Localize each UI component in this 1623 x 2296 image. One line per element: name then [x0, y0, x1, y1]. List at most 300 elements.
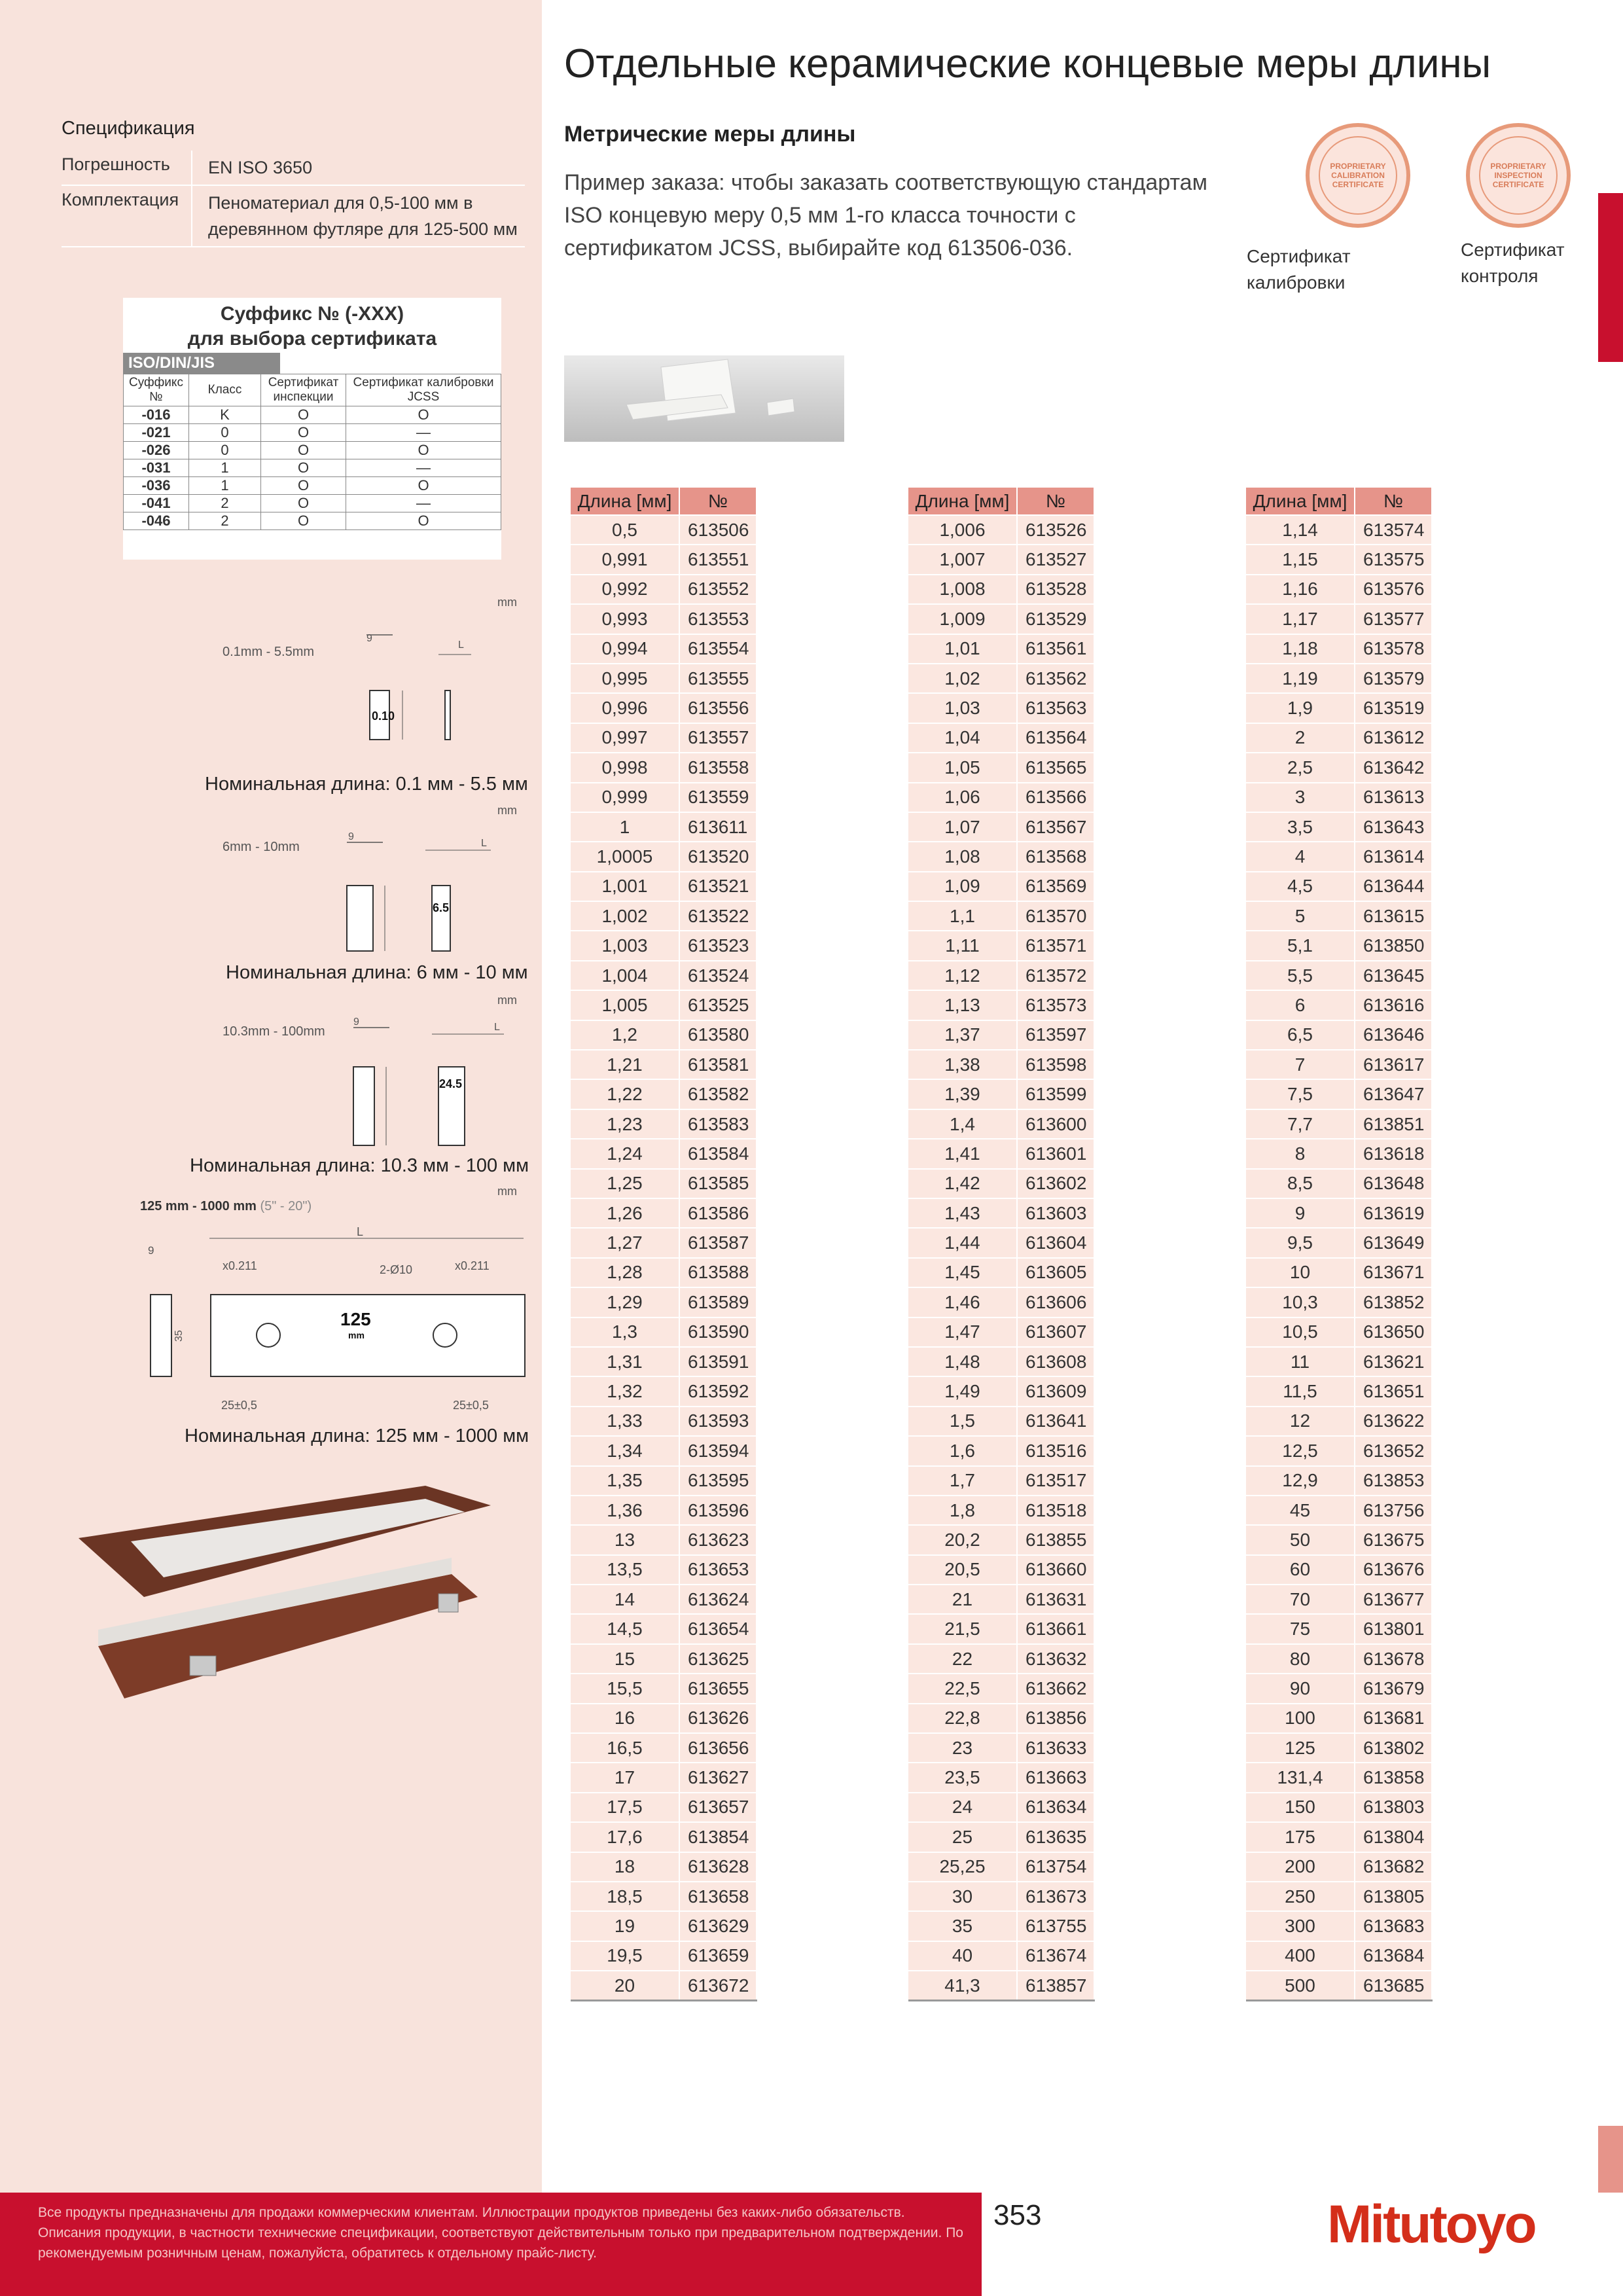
length-cell: 0,991 — [571, 545, 679, 574]
spec-title: Спецификация — [62, 118, 195, 139]
length-cell: 6 — [1246, 990, 1355, 1020]
drawing-range — [140, 1199, 312, 1214]
table-row — [908, 1941, 1094, 1971]
gauge-mark-2: 6.5 — [433, 901, 450, 914]
table-row — [908, 990, 1094, 1020]
length-cell: 2,5 — [1246, 753, 1355, 782]
length-cell: 20 — [571, 1971, 679, 2000]
table-row — [908, 1733, 1094, 1763]
table-row — [908, 812, 1094, 842]
length-cell: 25,25 — [908, 1852, 1017, 1882]
length-cell: 1,48 — [908, 1347, 1017, 1376]
table-row — [908, 634, 1094, 664]
code-cell: 613756 — [1355, 1496, 1432, 1525]
calibration-stamp: PROPRIETARY CALIBRATION CERTIFICATE — [1306, 123, 1410, 228]
length-cell: 16 — [571, 1704, 679, 1733]
suffix-cell: O — [261, 442, 346, 459]
length-cell: 7,5 — [1246, 1079, 1355, 1109]
suffix-header: Класс — [189, 374, 261, 406]
length-cell: 17,5 — [571, 1793, 679, 1822]
table-row — [1246, 1376, 1432, 1406]
code-cell: 613563 — [1017, 693, 1094, 723]
code-cell: 613593 — [679, 1407, 757, 1436]
code-cell: 613523 — [679, 931, 757, 960]
code-cell: 613656 — [679, 1733, 757, 1763]
table-row — [1246, 545, 1432, 574]
table-row — [908, 1882, 1094, 1911]
length-cell: 1,24 — [571, 1139, 679, 1168]
length-cell: 1,46 — [908, 1287, 1017, 1317]
table-row — [1246, 515, 1432, 545]
length-cell: 12,5 — [1246, 1436, 1355, 1465]
svg-text:2-Ø10: 2-Ø10 — [380, 1263, 413, 1276]
table-row — [1246, 1079, 1432, 1109]
code-cell: 613629 — [679, 1911, 757, 1941]
code-cell: 613519 — [1355, 693, 1432, 723]
table-row — [1246, 1911, 1432, 1941]
length-cell: 13 — [571, 1525, 679, 1554]
length-cell: 1,09 — [908, 872, 1017, 901]
table-row — [571, 1466, 757, 1496]
length-cell: 0,993 — [571, 604, 679, 634]
table-row — [571, 1674, 757, 1703]
length-cell: 150 — [1246, 1793, 1355, 1822]
code-cell: 613683 — [1355, 1911, 1432, 1941]
table-row — [571, 1793, 757, 1822]
code-cell: 613616 — [1355, 990, 1432, 1020]
code-cell: 613572 — [1017, 961, 1094, 990]
table-row — [908, 1763, 1094, 1792]
table-row — [1246, 1466, 1432, 1496]
table-row — [571, 1614, 757, 1643]
table-row — [571, 1496, 757, 1525]
table-row — [571, 1704, 757, 1733]
code-cell: 613651 — [1355, 1376, 1432, 1406]
code-cell: 613586 — [679, 1198, 757, 1228]
suffix-cell: — — [346, 459, 501, 477]
table-row — [1246, 1496, 1432, 1525]
table-row — [908, 1139, 1094, 1168]
length-cell: 1,8 — [908, 1496, 1017, 1525]
code-cell: 613580 — [679, 1020, 757, 1050]
table-row — [908, 1318, 1094, 1347]
table-row — [908, 1852, 1094, 1882]
length-cell: 1,4 — [908, 1109, 1017, 1139]
length-cell: 22,8 — [908, 1704, 1017, 1733]
code-cell: 613657 — [679, 1793, 757, 1822]
code-cell: 613555 — [679, 664, 757, 693]
gauge-mark-1: 0.10 — [372, 709, 395, 723]
table-row — [571, 1585, 757, 1614]
table-row — [571, 1555, 757, 1585]
table-row — [908, 901, 1094, 931]
length-cell: 2 — [1246, 723, 1355, 753]
code-cell: 613621 — [1355, 1347, 1432, 1376]
suffix-header: Сертификат калибровки JCSS — [346, 374, 501, 406]
length-cell: 1,002 — [571, 901, 679, 931]
svg-text:L: L — [458, 639, 464, 651]
table-row — [1246, 1644, 1432, 1674]
table-row — [908, 931, 1094, 960]
length-cell: 1,35 — [571, 1466, 679, 1496]
suffix-cell: -036 — [124, 477, 189, 495]
table-row — [908, 723, 1094, 753]
suffix-title-2: для выбора сертификата — [187, 328, 437, 350]
table-row — [908, 1258, 1094, 1287]
length-cell: 30 — [908, 1882, 1017, 1911]
table-row — [1246, 1169, 1432, 1198]
code-cell: 613679 — [1355, 1674, 1432, 1703]
inspection-certificate-label: Сертификат контроля — [1461, 240, 1565, 286]
table-row — [1246, 1258, 1432, 1287]
table-row — [1246, 1555, 1432, 1585]
gauge-mark-4: 125 — [340, 1309, 371, 1329]
suffix-cell: 2 — [189, 512, 261, 530]
table-row — [571, 1287, 757, 1317]
spec-key: Комплектация — [62, 186, 192, 246]
table-row — [571, 901, 757, 931]
table-row — [571, 842, 757, 871]
code-cell: 613803 — [1355, 1793, 1432, 1822]
table-row — [1246, 1704, 1432, 1733]
code-cell: 613574 — [1355, 515, 1432, 545]
suffix-row — [124, 512, 501, 530]
spec-table — [62, 151, 525, 247]
length-cell: 1,003 — [571, 931, 679, 960]
length-cell: 22,5 — [908, 1674, 1017, 1703]
suffix-cell: — — [346, 424, 501, 442]
code-cell: 613852 — [1355, 1287, 1432, 1317]
length-cell: 1,41 — [908, 1139, 1017, 1168]
table-row — [908, 545, 1094, 574]
suffix-row — [124, 459, 501, 477]
code-cell: 613642 — [1355, 753, 1432, 782]
code-cell: 613573 — [1017, 990, 1094, 1020]
length-cell: 0,5 — [571, 515, 679, 545]
table-row — [1246, 812, 1432, 842]
length-cell: 22 — [908, 1644, 1017, 1674]
table-row — [1246, 990, 1432, 1020]
length-cell: 1,001 — [571, 872, 679, 901]
length-cell: 8,5 — [1246, 1169, 1355, 1198]
code-cell: 613858 — [1355, 1763, 1432, 1792]
suffix-row — [124, 406, 501, 424]
length-cell: 1,08 — [908, 842, 1017, 871]
table-row — [571, 1644, 757, 1674]
code-cell: 613554 — [679, 634, 757, 664]
code-cell: 613857 — [1017, 1971, 1094, 2000]
gauge-drawing-3 — [340, 1014, 510, 1152]
col-header-length: Длина [мм] — [1246, 488, 1355, 515]
length-cell: 11 — [1246, 1347, 1355, 1376]
table-row — [908, 1347, 1094, 1376]
code-cell: 613652 — [1355, 1436, 1432, 1465]
table-row — [1246, 1941, 1432, 1971]
spec-value: Пеноматериал для 0,5-100 мм в деревянном футляре для 125-500 мм — [208, 193, 518, 239]
length-cell: 1,6 — [908, 1436, 1017, 1465]
code-cell: 613518 — [1017, 1496, 1094, 1525]
suffix-cell: -016 — [124, 406, 189, 424]
suffix-cell: -031 — [124, 459, 189, 477]
suffix-cell: O — [261, 459, 346, 477]
gauge-mark-3: 24.5 — [439, 1077, 463, 1090]
code-cell: 613755 — [1017, 1911, 1094, 1941]
code-cell: 613801 — [1355, 1614, 1432, 1643]
code-cell: 613585 — [679, 1169, 757, 1198]
suffix-cell: 1 — [189, 477, 261, 495]
table-row — [571, 1852, 757, 1882]
code-cell: 613562 — [1017, 664, 1094, 693]
code-cell: 613529 — [1017, 604, 1094, 634]
code-cell: 613627 — [679, 1763, 757, 1792]
table-row — [908, 693, 1094, 723]
table-row — [571, 1407, 757, 1436]
code-cell: 613634 — [1017, 1793, 1094, 1822]
nominal-length-2: Номинальная длина: 6 мм - 10 мм — [226, 962, 528, 983]
length-cell: 14,5 — [571, 1614, 679, 1643]
code-cell: 613659 — [679, 1941, 757, 1971]
spec-row — [62, 151, 525, 186]
table-row — [908, 664, 1094, 693]
code-cell: 613647 — [1355, 1079, 1432, 1109]
length-cell: 0,995 — [571, 664, 679, 693]
disclaimer-line: Все продукты предназначены для продажи коммерческим клиентам. Иллюстрации продуктов приведены без каких-либо обязательств. — [38, 2205, 905, 2220]
code-cell: 613603 — [1017, 1198, 1094, 1228]
code-cell: 613643 — [1355, 812, 1432, 842]
table-row — [908, 1376, 1094, 1406]
code-cell: 613561 — [1017, 634, 1094, 664]
length-cell: 300 — [1246, 1911, 1355, 1941]
svg-text:9: 9 — [148, 1244, 154, 1257]
gauge-table-1 — [571, 488, 757, 2001]
code-cell: 613754 — [1017, 1852, 1094, 1882]
length-cell: 1,0005 — [571, 842, 679, 871]
table-row — [571, 1525, 757, 1554]
table-row — [1246, 901, 1432, 931]
code-cell: 613576 — [1355, 575, 1432, 604]
table-row — [1246, 1198, 1432, 1228]
inspection-stamp: PROPRIETARY INSPECTION CERTIFICATE — [1466, 123, 1571, 228]
suffix-cell: -041 — [124, 495, 189, 512]
code-cell: 613517 — [1017, 1466, 1094, 1496]
length-cell: 35 — [908, 1911, 1017, 1941]
table-row — [571, 1376, 757, 1406]
code-cell: 613598 — [1017, 1050, 1094, 1079]
table-row — [571, 1198, 757, 1228]
length-cell: 70 — [1246, 1585, 1355, 1614]
length-cell: 1,17 — [1246, 604, 1355, 634]
code-cell: 613591 — [679, 1347, 757, 1376]
suffix-cell: 0 — [189, 424, 261, 442]
length-cell: 1,13 — [908, 990, 1017, 1020]
table-row — [571, 1347, 757, 1376]
code-cell: 613854 — [679, 1822, 757, 1852]
code-cell: 613649 — [1355, 1228, 1432, 1257]
disclaimer-line: рекомендуемым розничным ценам, пожалуйста, обратитесь к отдельному прайс-листу. — [38, 2246, 597, 2261]
code-cell: 613592 — [679, 1376, 757, 1406]
table-row — [571, 575, 757, 604]
code-cell: 613521 — [679, 872, 757, 901]
length-cell: 75 — [1246, 1614, 1355, 1643]
table-row — [908, 1020, 1094, 1050]
table-row — [1246, 1763, 1432, 1792]
code-cell: 613677 — [1355, 1585, 1432, 1614]
length-cell: 17 — [571, 1763, 679, 1792]
table-row — [1246, 872, 1432, 901]
length-cell: 1,004 — [571, 961, 679, 990]
length-cell: 20,5 — [908, 1555, 1017, 1585]
suffix-row — [124, 442, 501, 459]
table-row — [571, 723, 757, 753]
length-cell: 1,19 — [1246, 664, 1355, 693]
table-row — [571, 664, 757, 693]
col-header-number: № — [679, 488, 757, 515]
code-cell: 613583 — [679, 1109, 757, 1139]
table-row — [571, 634, 757, 664]
code-cell: 613650 — [1355, 1318, 1432, 1347]
length-cell: 21 — [908, 1585, 1017, 1614]
code-cell: 613559 — [679, 783, 757, 812]
code-cell: 613850 — [1355, 931, 1432, 960]
code-cell: 613556 — [679, 693, 757, 723]
length-cell: 1,47 — [908, 1318, 1017, 1347]
code-cell: 613578 — [1355, 634, 1432, 664]
length-cell: 13,5 — [571, 1555, 679, 1585]
table-row — [908, 1585, 1094, 1614]
col-header-number: № — [1017, 488, 1094, 515]
length-cell: 1,36 — [571, 1496, 679, 1525]
disclaimer-line: Описания продукции, в частности технические спецификации, соответствуют действительным только при предварительном подтверждении. По — [38, 2225, 963, 2240]
length-cell: 1,29 — [571, 1287, 679, 1317]
table-row — [1246, 1139, 1432, 1168]
table-row — [1246, 723, 1432, 753]
table-row — [1246, 1287, 1432, 1317]
spec-key: Погрешность — [62, 151, 192, 185]
wooden-case-image — [72, 1482, 491, 1718]
code-cell: 613597 — [1017, 1020, 1094, 1050]
suffix-cell: 0 — [189, 442, 261, 459]
code-cell: 613553 — [679, 604, 757, 634]
table-row — [908, 1822, 1094, 1852]
table-row — [1246, 664, 1432, 693]
length-cell: 6,5 — [1246, 1020, 1355, 1050]
svg-text:25±0,5: 25±0,5 — [453, 1399, 489, 1412]
table-row — [571, 1882, 757, 1911]
length-cell: 15 — [571, 1644, 679, 1674]
code-cell: 613645 — [1355, 961, 1432, 990]
table-row — [571, 872, 757, 901]
code-cell: 613654 — [679, 1614, 757, 1643]
length-cell: 1,45 — [908, 1258, 1017, 1287]
code-cell: 613581 — [679, 1050, 757, 1079]
length-cell: 1,05 — [908, 753, 1017, 782]
length-cell: 1,5 — [908, 1407, 1017, 1436]
table-row — [571, 1079, 757, 1109]
length-cell: 1,04 — [908, 723, 1017, 753]
table-row — [908, 515, 1094, 545]
suffix-header: Суффикс № — [124, 374, 189, 406]
nominal-length-1: Номинальная длина: 0.1 мм - 5.5 мм — [205, 774, 528, 795]
code-cell: 613685 — [1355, 1971, 1432, 2000]
table-row — [1246, 961, 1432, 990]
order-example: Пример заказа: чтобы заказать соответствующую стандартам ISO концевую меру 0,5 мм 1-го класса точности с сертификатом JCSS, выбирайте код 613506-036. — [564, 170, 1207, 260]
table-row — [571, 604, 757, 634]
code-cell: 613564 — [1017, 723, 1094, 753]
code-cell: 613851 — [1355, 1109, 1432, 1139]
length-cell: 19,5 — [571, 1941, 679, 1971]
table-row — [571, 783, 757, 812]
code-cell: 613675 — [1355, 1525, 1432, 1554]
table-row — [571, 1318, 757, 1347]
code-cell: 613661 — [1017, 1614, 1094, 1643]
col-header-length: Длина [мм] — [571, 488, 679, 515]
gauge-drawing-1 — [340, 628, 471, 779]
suffix-cell: -046 — [124, 512, 189, 530]
length-cell: 1,14 — [1246, 515, 1355, 545]
code-cell: 613579 — [1355, 664, 1432, 693]
code-cell: 613615 — [1355, 901, 1432, 931]
length-cell: 400 — [1246, 1941, 1355, 1971]
length-cell: 7 — [1246, 1050, 1355, 1079]
table-row — [908, 1525, 1094, 1554]
table-row — [1246, 634, 1432, 664]
code-cell: 613676 — [1355, 1555, 1432, 1585]
code-cell: 613617 — [1355, 1050, 1432, 1079]
table-row — [1246, 1436, 1432, 1465]
suffix-header: Сертификат инспекции — [261, 374, 346, 406]
code-cell: 613633 — [1017, 1733, 1094, 1763]
mitutoyo-logo: Mitutoyo — [1327, 2195, 1535, 2254]
calibration-certificate-label: Сертификат калибровки — [1247, 246, 1351, 293]
code-cell: 613673 — [1017, 1882, 1094, 1911]
svg-text:9: 9 — [353, 1016, 359, 1028]
length-cell: 3,5 — [1246, 812, 1355, 842]
table-row — [1246, 1882, 1432, 1911]
length-cell: 175 — [1246, 1822, 1355, 1852]
code-cell: 613631 — [1017, 1585, 1094, 1614]
length-cell: 1,03 — [908, 693, 1017, 723]
page-title: Отдельные керамические концевые меры длины — [564, 41, 1491, 86]
length-cell: 250 — [1246, 1882, 1355, 1911]
table-row — [571, 1258, 757, 1287]
length-cell: 1,28 — [571, 1258, 679, 1287]
table-row — [571, 1941, 757, 1971]
suffix-cell: O — [261, 406, 346, 424]
length-cell: 21,5 — [908, 1614, 1017, 1643]
table-row — [908, 961, 1094, 990]
table-row — [908, 1228, 1094, 1257]
gauge-table-2 — [908, 488, 1095, 2001]
table-row — [908, 1793, 1094, 1822]
code-cell: 613648 — [1355, 1169, 1432, 1198]
svg-text:9: 9 — [348, 831, 354, 842]
table-row — [908, 1109, 1094, 1139]
code-cell: 613527 — [1017, 545, 1094, 574]
table-row — [908, 1198, 1094, 1228]
length-cell: 10,5 — [1246, 1318, 1355, 1347]
length-cell: 1,9 — [1246, 693, 1355, 723]
code-cell: 613804 — [1355, 1822, 1432, 1852]
code-cell: 613805 — [1355, 1882, 1432, 1911]
code-cell: 613606 — [1017, 1287, 1094, 1317]
length-cell: 1,31 — [571, 1347, 679, 1376]
length-cell: 45 — [1246, 1496, 1355, 1525]
unit-label: mm — [497, 596, 517, 609]
length-cell: 7,7 — [1246, 1109, 1355, 1139]
table-row — [571, 693, 757, 723]
code-cell: 613653 — [679, 1555, 757, 1585]
length-cell: 0,992 — [571, 575, 679, 604]
